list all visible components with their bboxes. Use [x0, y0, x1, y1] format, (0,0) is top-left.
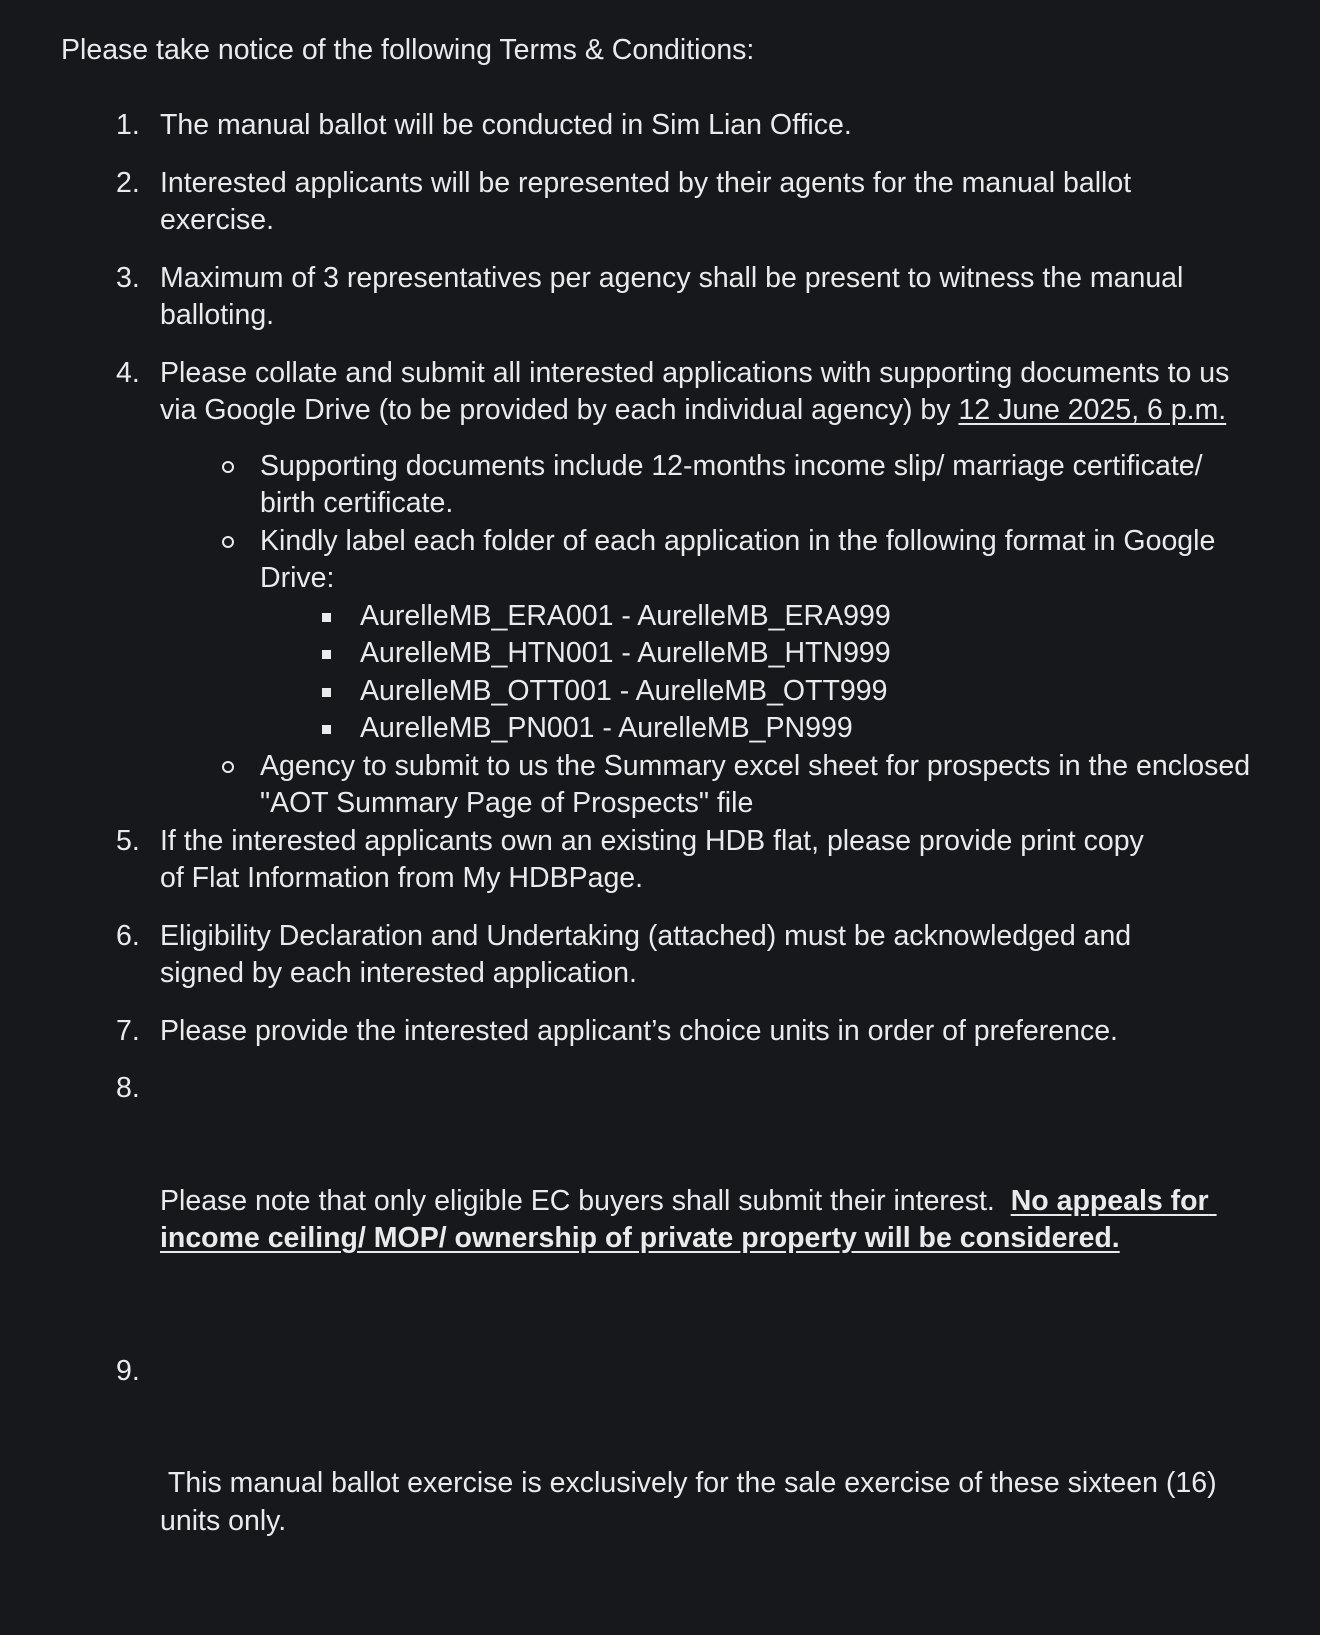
- term-item-1: [0, 107, 1320, 145]
- no-appeals-notice: No appeals for income ceiling/ MOP/ ownership of private property will be considered.: [160, 1184, 1217, 1254]
- term-number: 2.: [116, 166, 140, 199]
- term-item-5: [0, 823, 1205, 898]
- sub-item-text: Kindly label each folder of each application in the following format in Google Drive:: [260, 524, 1216, 594]
- term-text: The manual ballot will be conducted in Sim Lian Office.: [160, 109, 852, 141]
- circle-bullet-icon: [222, 461, 234, 473]
- sub-item-text: Supporting documents include 12-months income slip/ marriage certificate/ birth certificate.: [260, 449, 1203, 519]
- circle-bullet-icon: [222, 761, 234, 773]
- folder-format-text: AurelleMB_OTT001 - AurelleMB_OTT999: [360, 674, 888, 707]
- term-text: Eligibility Declaration and Undertaking (attached) must be acknowledged and signed by each interested application.: [160, 919, 1132, 989]
- term-number: 8.: [116, 1072, 140, 1104]
- folder-format-list: [260, 598, 1260, 748]
- folder-format-item: [260, 673, 1260, 711]
- term-text: This manual ballot exercise is exclusively for the sale exercise of these sixteen (16) units only.: [160, 1467, 1225, 1537]
- sub-item-summary-sheet: [160, 748, 1260, 823]
- square-bullet-icon: [322, 688, 331, 697]
- term-item-4: [0, 355, 1320, 823]
- folder-format-item: [260, 598, 1260, 636]
- terms-intro-heading: Please take notice of the following Terms & Conditions:: [61, 34, 755, 66]
- folder-format-text: AurelleMB_PN001 - AurelleMB_PN999: [360, 712, 853, 744]
- term-text: [160, 1183, 1260, 1258]
- term-text-before-emphasis: Please note that only eligible EC buyers shall submit their interest.: [160, 1184, 1011, 1217]
- term-number: 5.: [116, 824, 140, 857]
- term-number: 9.: [116, 1354, 140, 1387]
- term-text-before-deadline: Please collate and submit all interested applications with supporting documents to us via Google Drive (to be provided by each individual agency) by: [160, 356, 1230, 426]
- folder-format-text: AurelleMB_ERA001 - AurelleMB_ERA999: [360, 599, 891, 632]
- folder-format-text: AurelleMB_HTN001 - AurelleMB_HTN999: [360, 637, 891, 669]
- sub-item-folder-labels: [160, 523, 1260, 748]
- term-text: Please provide the interested applicant’s choice units in order of preference.: [160, 1014, 1118, 1047]
- term-item-3: [0, 260, 1320, 335]
- term-4-sub-list: [160, 448, 1260, 823]
- term-item-9: [0, 1353, 1300, 1616]
- term-text: Maximum of 3 representatives per agency shall be present to witness the manual balloting.: [160, 261, 1184, 331]
- square-bullet-icon: [322, 725, 331, 734]
- term-number: 3.: [116, 261, 140, 294]
- term-number: 7.: [116, 1014, 140, 1047]
- term-number: 4.: [116, 356, 140, 389]
- term-item-6: [0, 918, 1260, 993]
- terms-list: [0, 107, 1320, 1635]
- term-item-7: [0, 1013, 1320, 1051]
- sub-item-supporting-documents: [160, 448, 1260, 523]
- folder-format-item: [260, 710, 1260, 748]
- term-item-2: [0, 165, 1260, 240]
- term-text: [160, 355, 1260, 430]
- term-number: 6.: [116, 919, 140, 952]
- folder-format-item: [260, 635, 1260, 673]
- circle-bullet-icon: [222, 536, 234, 548]
- square-bullet-icon: [322, 650, 331, 659]
- square-bullet-icon: [322, 613, 331, 622]
- term-item-8: [0, 1070, 1320, 1333]
- term-number: 1.: [116, 109, 140, 141]
- sub-item-text: Agency to submit to us the Summary excel sheet for prospects in the enclosed "AOT Summary Page of Prospects" file: [260, 749, 1251, 819]
- submission-deadline: 12 June 2025, 6 p.m.: [958, 394, 1227, 426]
- term-text: If the interested applicants own an existing HDB flat, please provide print copy of Flat Information from My HDBPage.: [160, 824, 1144, 894]
- term-text: Interested applicants will be represented by their agents for the manual ballot exercise.: [160, 166, 1132, 236]
